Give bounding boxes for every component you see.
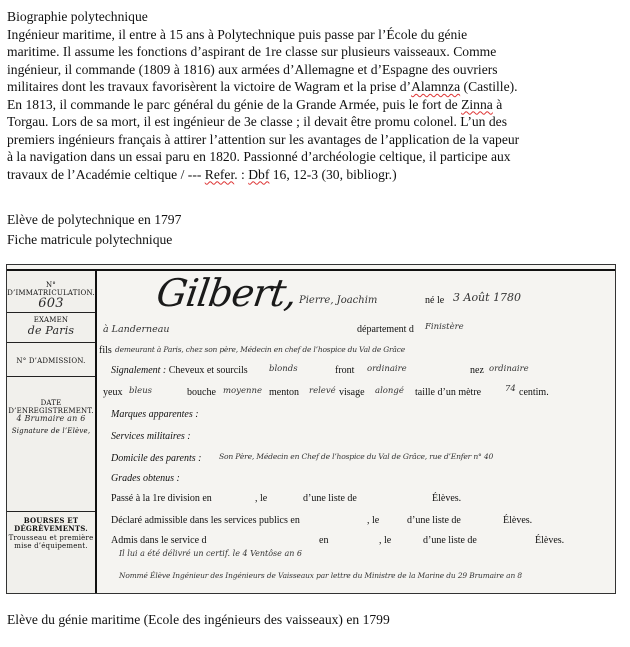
visage-value: alongé	[375, 386, 404, 396]
student-surname: Gilbert,	[153, 271, 300, 315]
student-firstnames: Pierre, Joachim	[299, 295, 378, 306]
spellcheck-word: Dbf	[248, 166, 270, 182]
examen-value: de Paris	[27, 324, 75, 337]
yeux-label: yeux	[103, 387, 123, 398]
taille-label: taille d’un mètre	[415, 387, 482, 398]
taille-value: 74	[505, 384, 516, 394]
bio-line: Ingénieur maritime, il entre à 15 ans à Polytechnique puis passe par l’École du génie	[7, 26, 468, 42]
matricule-cell	[7, 271, 95, 313]
registration-sheet	[6, 264, 616, 594]
domicile-label: Domicile des parents :	[111, 453, 202, 464]
front-label: front	[335, 365, 355, 376]
menton-value: relevé	[309, 386, 336, 396]
nez-value: ordinaire	[489, 364, 529, 374]
bio-line: En 1813, il commande le parc général du génie de la Grande Armée, puis le fort de Zinna à	[7, 96, 503, 112]
bourses-label: BOURSES ET DÉGRÈVEMENTS.	[14, 516, 88, 533]
nez-label: nez	[470, 365, 484, 376]
admis-label: Admis dans le service d	[111, 535, 207, 546]
declare-eleves: Élèves.	[503, 515, 533, 526]
signalement-label: Signalement :	[111, 365, 167, 376]
sheet-top-rule	[7, 269, 615, 271]
admis-eleves: Élèves.	[535, 535, 565, 546]
fils-label: fils	[99, 345, 112, 356]
departement-label: département d	[357, 324, 414, 335]
bouche-value: moyenne	[223, 386, 262, 396]
declare-label: Déclaré admissible dans les services publics en	[111, 515, 300, 526]
visage-label: visage	[339, 387, 365, 398]
date-label: DATE D’ENREGISTREMENT.	[8, 399, 94, 415]
cheveux-label: Cheveux et sourcils	[168, 365, 248, 376]
bio-line: premiers ingénieurs français à attirer l’attention sur les avantages de l’application de la vapeur	[7, 131, 520, 147]
trousseau-label: Trousseau et première mise d’équipement.	[8, 534, 94, 550]
handwritten-note-nomination: Nommé Élève Ingénieur des Ingénieurs de Vaisseaux par lettre du Ministre de la Marine du 29 Brumaire an 8	[119, 571, 522, 580]
marques-label: Marques apparentes :	[111, 409, 199, 420]
entry-year-line: Elève de polytechnique en 1797	[7, 212, 182, 227]
handwritten-note-certif: Il lui a été délivré un certif. le 4 Ventôse an 6	[119, 549, 302, 558]
biography-block	[7, 8, 623, 183]
domicile-value: Son Père, Médecin en Chef de l’hospice du Val de Grâce, rue d’Enfer n° 40	[219, 452, 494, 461]
examen-label: EXAMEN	[33, 316, 69, 324]
admis-le: , le	[379, 535, 392, 546]
birthdate-value: 3 Août 1780	[453, 291, 522, 304]
signature-label: Signature de l’Elève,	[11, 427, 91, 435]
signalement-row	[111, 365, 248, 376]
bio-line: maritime. Il assume les fonctions d’aspirant de 1re classe sur plusieurs vaisseaux. Comme	[7, 44, 497, 59]
admis-liste: d’une liste de	[423, 535, 477, 546]
passe-eleves: Élèves.	[432, 493, 462, 504]
spellcheck-word: Alamnza	[411, 79, 461, 94]
sheet-left-column	[7, 271, 97, 593]
bio-title: Biographie polytechnique	[7, 9, 148, 24]
grades-label: Grades obtenus :	[111, 473, 180, 484]
menton-label: menton	[269, 387, 299, 398]
front-value: ordinaire	[367, 364, 407, 374]
declare-le: , le	[367, 515, 380, 526]
spellcheck-word: Refer	[204, 166, 235, 182]
passe-label: Passé à la 1re division en	[111, 493, 212, 504]
admission-cell	[7, 343, 95, 377]
bio-body	[7, 26, 623, 184]
declare-liste: d’une liste de	[407, 515, 461, 526]
admis-en: en	[319, 535, 329, 546]
fils-value: demeurant à Paris, chez son père, Médecin en chef de l’hospice du Val de Grâce	[115, 345, 405, 354]
bourses-cell	[7, 511, 95, 550]
departement-value: Finistère	[425, 322, 464, 332]
bouche-label: bouche	[187, 387, 216, 398]
bio-line: militaires dont les travaux favorisèrent la victoire de Wagram et la prise d’Alamnza (Castille).	[7, 79, 518, 94]
examen-cell	[7, 313, 95, 343]
services-label: Services militaires :	[111, 431, 191, 442]
birthplace-value: à Landerneau	[103, 324, 170, 335]
admission-label: N° D’ADMISSION.	[16, 357, 86, 365]
born-label: né le	[425, 295, 445, 306]
centim-label: centim.	[519, 387, 549, 398]
spellcheck-word: Zinna	[461, 96, 493, 112]
bio-line: ingénieur, il commande (1809 à 1816) aux armées d’Allemagne et d’Espagne des ouvriers	[7, 61, 498, 77]
bio-line: Torgau. Lors de sa mort, il est ingénieur de 3e classe ; il devait être promu colonel. L’un des	[7, 114, 507, 129]
bio-line: à la navigation dans un essai paru en 1820. Passionné d’archéologie celtique, il participe aux	[7, 149, 511, 164]
fiche-title: Fiche matricule polytechnique	[7, 232, 173, 247]
bio-line: travaux de l’Académie celtique / --- Refer. : Dbf 16, 12-3 (30, bibliogr.)	[7, 166, 397, 182]
passe-liste: d’une liste de	[303, 493, 357, 504]
cheveux-value: blonds	[269, 364, 298, 374]
matricule-value: 603	[38, 296, 64, 311]
date-cell	[7, 377, 95, 441]
date-value: 4 Brumaire an 6	[16, 414, 86, 423]
genie-maritime-caption: Elève du génie maritime (Ecole des ingénieurs des vaisseaux) en 1799	[7, 612, 390, 627]
passe-le: , le	[255, 493, 268, 504]
yeux-value: bleus	[129, 386, 153, 396]
matricule-label: N° D’IMMATRICULATION.	[7, 281, 95, 297]
